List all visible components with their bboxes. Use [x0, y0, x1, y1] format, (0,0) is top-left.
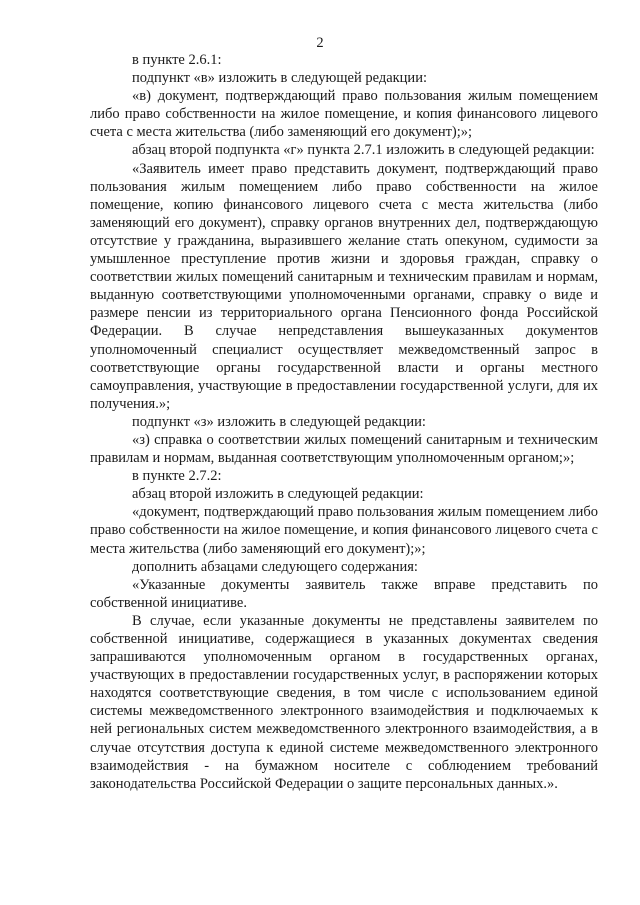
paragraph: В случае, если указанные документы не представлены заявителем по собственной инициативе, содержащиеся в указанных документах сведения запрашиваются уполномоченным органом в государственных органах, участвующих в предоставлении государственных услуг, в распоряжении которых находятся соответствующие сведения, в том числе с использованием единой системы межведомственного электронного взаимодействия и подключаемых к ней региональных систем межведомственного электронного взаимодействия, а в случае отсутствия доступа к единой системе межведомственного электронного взаимодействия - на бумажном носителе с соблюдением требований законодательства Российской Федерации о защите персональных данных.».	[90, 612, 598, 792]
paragraph: «в) документ, подтверждающий право пользования жилым помещением либо право собственности на жилое помещение, и копия финансового лицевого счета с места жительства (либо заменяющий его документ);»;	[90, 88, 598, 141]
paragraph: подпункт «з» изложить в следующей редакции:	[132, 413, 426, 430]
paragraph: «Указанные документы заявитель также вправе представить по собственной инициативе.	[90, 576, 598, 611]
paragraph: в пункте 2.6.1:	[132, 52, 222, 68]
paragraph: «документ, подтверждающий право пользования жилым помещением либо право собственности на жилое помещение, и копия финансового лицевого счета с места жительства (либо заменяющий его документ);»;	[90, 504, 598, 557]
paragraph: дополнить абзацами следующего содержания:	[132, 558, 418, 575]
document-body	[90, 51, 598, 793]
page-number: 2	[316, 35, 324, 51]
paragraph: подпункт «в» изложить в следующей редакции:	[132, 70, 427, 87]
paragraph: абзац второй изложить в следующей редакции:	[132, 486, 424, 503]
paragraph: в пункте 2.7.2:	[132, 468, 222, 485]
paragraph: «з) справка о соответствии жилых помещений санитарным и техническим правилам и нормам, выданная соответствующим уполномоченным органом;»;	[90, 431, 598, 467]
paragraph: «Заявитель имеет право представить документ, подтверждающий право пользования жилым помещением либо право собственности на жилое помещение, копию финансового лицевого счета с места жительства (либо заменяющий его документ), справку органов внутренних дел, подтверждающую отсутствие у гражданина, выразившего желание стать опекуном, судимости за умышленное преступление против жизни и здоровья граждан, справку о соответствии жилых помещений санитарным и техническим правилам и нормам, выданную соответствующими уполномоченными органами, справку о виде и размере пенсии из территориального органа Пенсионного фонда Российской Федерации. В случае непредставления вышеуказанных документов уполномоченный специалист осуществляет межведомственный запрос в соответствующие органы государственной власти и органы местного самоуправления, участвующие в предоставлении государственной услуги, для их получения.»;	[90, 160, 598, 412]
paragraph: абзац второй подпункта «г» пункта 2.7.1 изложить в следующей редакции:	[132, 142, 595, 159]
